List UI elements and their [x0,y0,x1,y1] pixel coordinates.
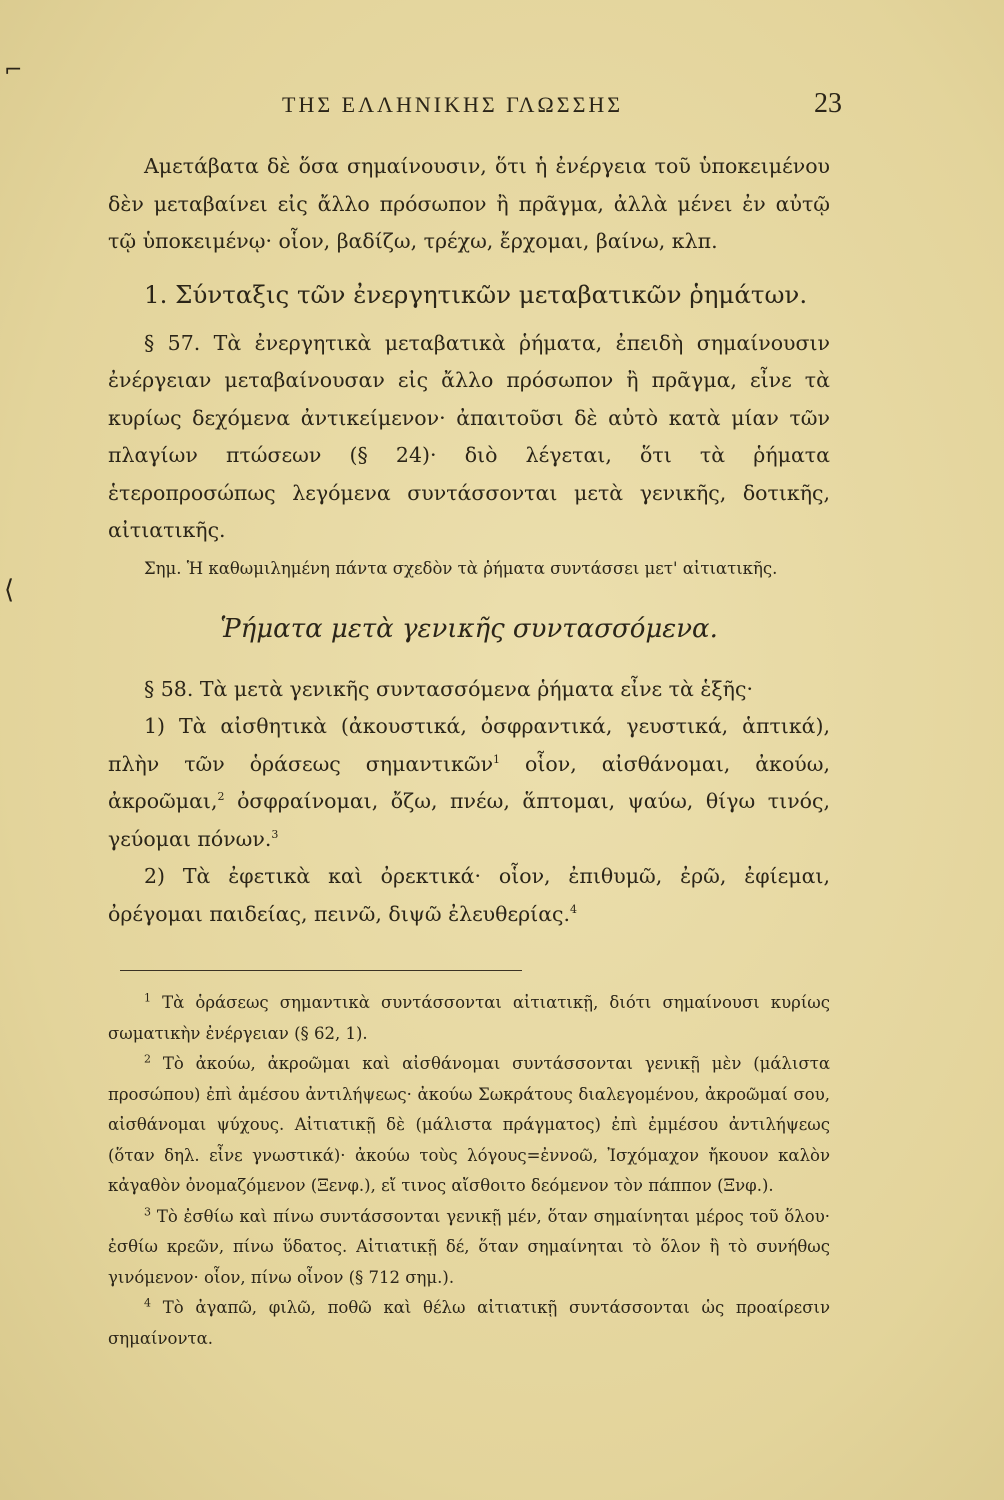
footnote-divider [120,970,522,971]
page-number: 23 [814,88,842,119]
footnote-ref-4: 4 [570,902,578,916]
item-1-mid: οἷον, αἰσθάνομαι, ἀκούω, ἀκροῶμαι, [108,751,830,813]
footnote-1-text: Τὰ ὁράσεως σημαντικὰ συντάσσονται αἰτιατικῇ, διότι σημαίνουσι κυρίως σωματικὴν ἐνέργειαν (§ 62, 1). [108,993,830,1043]
main-text [108,148,830,933]
footnote-1 [108,988,830,1049]
item-1-start: 1) Τὰ αἰσθητικὰ (ἀκουστικά, ὀσφραντικά, γευστικά, ἁπτικά), πλὴν τῶν ὁράσεως σημαντικῶν [108,714,830,776]
subheading: Ῥήματα μετὰ γενικῆς συντασσόμενα. [220,613,718,644]
footnote-1-number: 1 [144,991,151,1005]
item-1-end: ὀσφραίνομαι, ὄζω, πνέω, ἅπτομαι, ψαύω, θίγω τινός, γεύομαι πόνων. [108,789,830,851]
margin-tick-mark: ⌐ [4,58,23,83]
footnote-ref-2: 2 [217,790,225,804]
footnote-4-text: Τὸ ἀγαπῶ, φιλῶ, ποθῶ καὶ θέλω αἰτιατικῇ συντάσσονται ὡς προαίρεσιν σημαίνοντα. [108,1298,830,1348]
item-1 [108,708,830,858]
note-paragraph: Σημ. Ἡ καθωμιλημένη πάντα σχεδὸν τὰ ῥήματα συντάσσει μετ' αἰτιατικῆς. [144,558,778,578]
item-2 [108,858,830,933]
footnote-3-text: Τὸ ἐσθίω καὶ πίνω συντάσσονται γενικῇ μέν, ὅταν σημαίνηται μέρος τοῦ ὅλου· ἐσθίω κρεῶν, πίνω ὕδατος. Αἰτιατικῇ δέ, ὅταν σημαίνηται τὸ ὅλον ἢ τὸ συνήθως γινόμενον· οἷον, πίνω οἶνον (§ 712 σημ.). [108,1206,830,1287]
footnote-4 [108,1293,830,1354]
item-2-text: 2) Τὰ ἐφετικὰ καὶ ὀρεκτικά· οἷον, ἐπιθυμῶ, ἐρῶ, ἐφίεμαι, ὀρέγομαι παιδείας, πεινῶ, διψῶ ἐλευθερίας. [108,864,830,926]
intro-paragraph: Αμετάβατα δὲ ὅσα σημαίνουσιν, ὅτι ἡ ἐνέργεια τοῦ ὑποκειμένου δὲν μεταβαίνει εἰς ἄλλο πρόσωπον ἢ πρᾶγμα, ἀλλὰ μένει ἐν αὐτῷ τῷ ὑποκειμένῳ· οἷον, βαδίζω, τρέχω, ἔρχομαι, βαίνω, κλπ. [108,154,830,253]
paragraph-58: § 58. Τὰ μετὰ γενικῆς συντασσόμενα ῥήματα εἶνε τὰ ἑξῆς· [144,676,753,701]
footnote-ref-3: 3 [271,827,279,841]
footnote-3-number: 3 [144,1205,151,1218]
footnotes [108,988,830,1354]
footnote-2 [108,1049,830,1202]
paragraph-57: § 57. Τὰ ἐνεργητικὰ μεταβατικὰ ῥήματα, ἐπειδὴ σημαίνουσιν ἐνέργειαν μεταβαίνουσαν εἰς ἄλλο πρόσωπον ἢ πρᾶγμα, εἶνε τὰ κυρίως δεχόμενα ἀντικείμενον· ἀπαιτοῦσι δὲ αὐτὸ κατὰ μίαν τῶν πλαγίων πτώσεων (§ 24)· διὸ λέγεται, ὅτι τὰ ῥήματα ἑτεροπροσώπως λεγόμενα συντάσσονται μετὰ γενικῆς, δοτικῆς, αἰτιατικῆς. [108,330,830,542]
footnote-2-number: 2 [144,1052,151,1066]
section-heading: 1. Σύνταξις τῶν ἐνεργητικῶν μεταβατικῶν ῥημάτων. [144,279,808,309]
running-title: ΤΗΣ ΕΛΛΗΝΙΚΗΣ ΓΛΩΣΣΗΣ [282,92,624,117]
footnote-3 [108,1202,830,1294]
footnote-2-text: Τὸ ἀκούω, ἀκροῶμαι καὶ αἰσθάνομαι συντάσσονται γενικῇ μὲν (μάλιστα προσώπου) ἐπὶ ἀμέσου ἀντιλήψεως· ἀκούω Σωκράτους διαλεγομένου, ἀκροῶμαί σου, αἰσθάνομαι ψύχους. Αἰτιατικῇ δὲ (μάλιστα πράγματος) ἐπὶ ἐμμέσου ἀντιλήψεως (ὅταν δηλ. εἶνε γνωστικά)· ἀκούω τοὺς λόγους=ἐννοῶ, Ἰσχόμαχον ἤκουον καλὸν κἀγαθὸν ὀνομαζόμενον (Ξενφ.), εἴ τινος αἴσθοιτο δεόμενον τὸν πάππον (Ξνφ.). [108,1054,830,1195]
page-header [0,88,1004,128]
footnote-4-number: 4 [144,1296,151,1310]
margin-bracket-mark: ⟨ [4,575,15,605]
footnote-ref-1: 1 [493,752,501,766]
